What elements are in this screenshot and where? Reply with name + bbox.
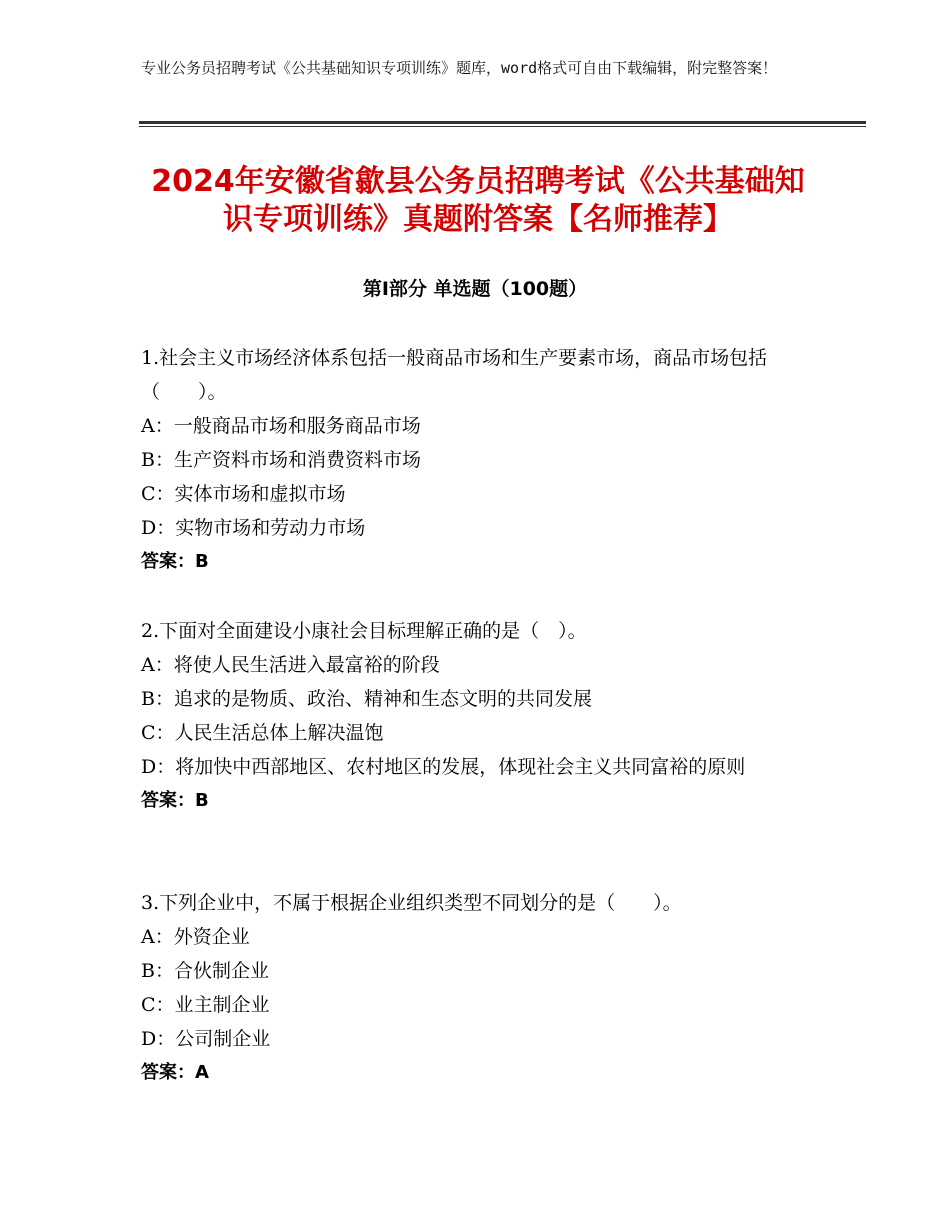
option-a: A：外资企业 — [141, 926, 250, 948]
option-a: A：一般商品市场和服务商品市场 — [141, 415, 421, 437]
question-1 — [141, 341, 813, 579]
header-rule-thin — [139, 126, 866, 127]
option-b: B：合伙制企业 — [141, 960, 269, 982]
option-d: D：公司制企业 — [141, 1028, 271, 1050]
answer: 答案：B — [141, 790, 209, 811]
option-d: D：实物市场和劳动力市场 — [141, 517, 366, 539]
question-2 — [141, 614, 813, 818]
question-3 — [141, 886, 813, 1090]
option-c: C：业主制企业 — [141, 994, 270, 1016]
option-b: B：生产资料市场和消费资料市场 — [141, 449, 421, 471]
option-c: C：实体市场和虚拟市场 — [141, 483, 346, 505]
option-d: D：将加快中西部地区、农村地区的发展，体现社会主义共同富裕的原则 — [141, 756, 746, 778]
option-b: B：追求的是物质、政治、精神和生态文明的共同发展 — [141, 688, 592, 710]
answer: 答案：A — [141, 1062, 209, 1083]
question-stem: 3.下列企业中，不属于根据企业组织类型不同划分的是（ ）。 — [141, 892, 682, 914]
section-title: 第I部分 单选题（100题） — [362, 278, 588, 300]
answer: 答案：B — [141, 551, 209, 572]
header-rule-thick — [139, 121, 866, 124]
header-note: 专业公务员招聘考试《公共基础知识专项训练》题库，word格式可自由下载编辑，附完整答案！ — [141, 59, 778, 77]
document-title: 2024年安徽省歙县公务员招聘考试《公共基础知识专项训练》真题附答案【名师推荐】 — [151, 164, 805, 237]
question-stem: 2.下面对全面建设小康社会目标理解正确的是（ ）。 — [141, 620, 587, 642]
option-c: C：人民生活总体上解决温饱 — [141, 722, 384, 744]
question-stem: 1.社会主义市场经济体系包括一般商品市场和生产要素市场，商品市场包括（ ）。 — [141, 347, 768, 403]
option-a: A：将使人民生活进入最富裕的阶段 — [141, 654, 440, 676]
